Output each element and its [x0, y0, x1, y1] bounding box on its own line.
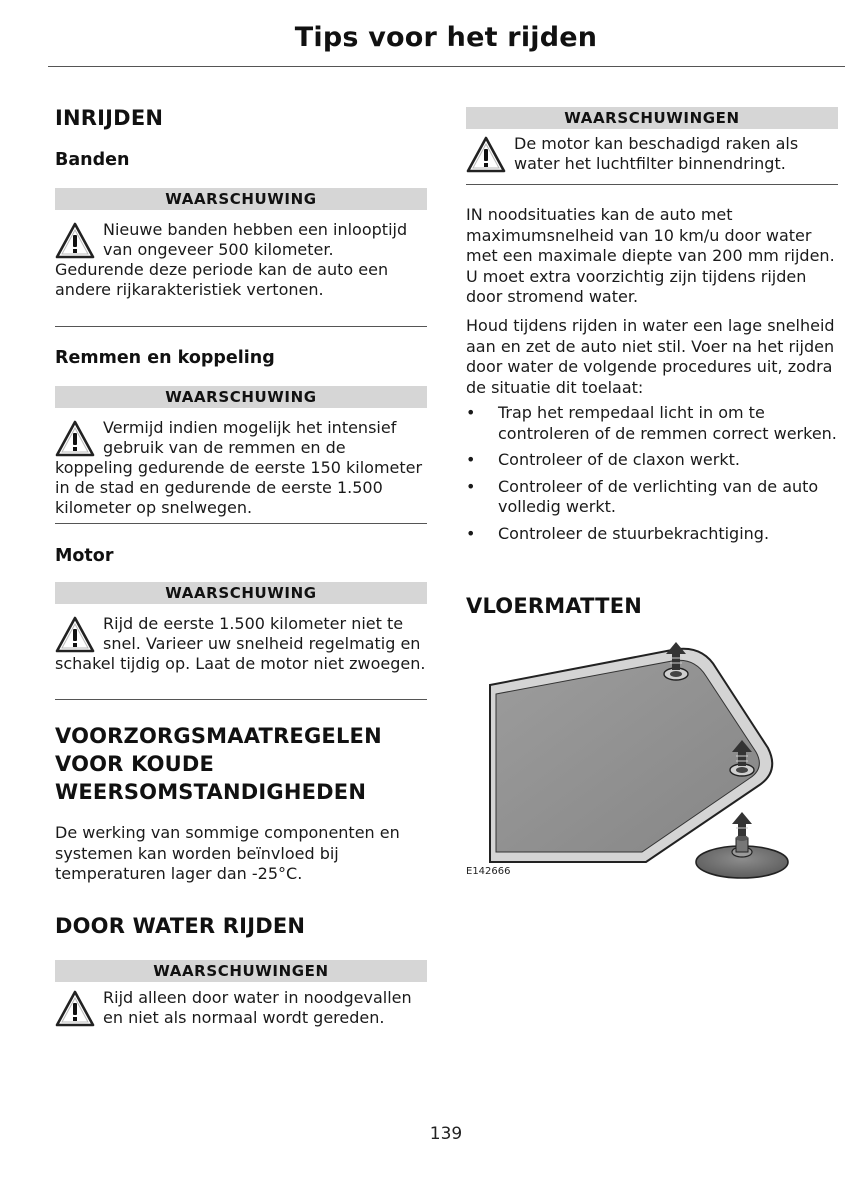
heading-koude-line1: VOORZORGSMAATREGELEN — [55, 724, 382, 748]
page-number: 139 — [429, 1124, 463, 1144]
warning-triangle-icon — [55, 616, 95, 654]
paragraph-koude: De werking van sommige componenten en systemen kan worden beïnvloed bij temperaturen lager dan -25°C. — [55, 823, 400, 883]
warning-triangle-icon — [55, 222, 95, 260]
warning-end-rule — [55, 699, 427, 700]
warning-text-luchtfilter: De motor kan beschadigd raken als water het luchtfilter binnendringt. — [514, 134, 799, 173]
warning-end-rule — [466, 184, 838, 185]
heading-vloermatten: VLOERMATTEN — [466, 594, 643, 618]
warning-end-rule — [55, 523, 427, 524]
warning-bar-luchtfilter: WAARSCHUWINGEN — [466, 107, 838, 129]
list-item: • Controleer of de verlichting van de auto volledig werkt. — [466, 476, 819, 516]
heading-koude-line2: VOOR KOUDE — [55, 752, 215, 776]
warning-bar-motor: WAARSCHUWING — [55, 582, 427, 604]
paragraph-noodsituaties: IN noodsituaties kan de auto met maximumsnelheid van 10 km/u door water met een maximale diepte van 200 mm rijden. U moet extra voorzichtig zijn tijdens rijden door stromend water. — [466, 205, 835, 306]
warning-motor — [55, 614, 427, 674]
warning-luchtfilter — [466, 134, 838, 174]
warning-text-banden: Nieuwe banden hebben een inlooptijd van ongeveer 500 kilometer. Gedurende deze periode kan de auto een andere rijkarakteristiek vertonen. — [55, 220, 408, 299]
warning-text-water: Rijd alleen door water in noodgevallen en niet als normaal wordt gereden. — [103, 988, 412, 1027]
list-item: • Controleer of de claxon werkt. — [466, 450, 740, 469]
paragraph-procedures: Houd tijdens rijden in water een lage snelheid aan en zet de auto niet stil. Voer na het rijden door water de volgende procedures uit, zodra de situatie dit toelaat: — [466, 316, 835, 397]
warning-end-rule — [55, 326, 427, 327]
heading-inrijden: INRIJDEN — [55, 106, 164, 130]
floor-mat-drawing — [466, 630, 838, 885]
warning-bar-remmen: WAARSCHUWING — [55, 386, 427, 408]
heading-door-water-rijden: DOOR WATER RIJDEN — [55, 914, 306, 938]
heading-remmen-koppeling: Remmen en koppeling — [55, 348, 275, 368]
procedure-list — [466, 403, 838, 550]
heading-motor: Motor — [55, 546, 114, 566]
floor-mat-illustration — [466, 630, 838, 885]
figure-code: E142666 — [466, 866, 511, 877]
warning-triangle-icon — [55, 990, 95, 1028]
warning-remmen — [55, 418, 427, 518]
warning-bar-banden: WAARSCHUWING — [55, 188, 427, 210]
list-item: • Controleer de stuurbekrachtiging. — [466, 523, 770, 543]
heading-banden: Banden — [55, 150, 130, 170]
heading-koude-line3: WEERSOMSTANDIGHEDEN — [55, 780, 367, 804]
warning-bar-water: WAARSCHUWINGEN — [55, 960, 427, 982]
warning-banden — [55, 220, 427, 300]
warning-text-motor: Rijd de eerste 1.500 kilometer niet te snel. Varieer uw snelheid regelmatig en schakel tijdig op. Laat de motor niet zwoegen. — [55, 614, 426, 673]
title-divider — [48, 66, 845, 67]
list-item: • Trap het rempedaal licht in om te controleren of de remmen correct werken. — [466, 403, 837, 443]
warning-triangle-icon — [466, 136, 506, 174]
warning-triangle-icon — [55, 420, 95, 458]
page-title: Tips voor het rijden — [294, 22, 598, 53]
warning-text-remmen: Vermijd indien mogelijk het intensief gebruik van de remmen en de koppeling gedurende de eerste 150 kilometer in de stad en gedurende de eerste 1.500 kilometer op snelwegen. — [55, 418, 423, 517]
warning-water — [55, 988, 427, 1028]
